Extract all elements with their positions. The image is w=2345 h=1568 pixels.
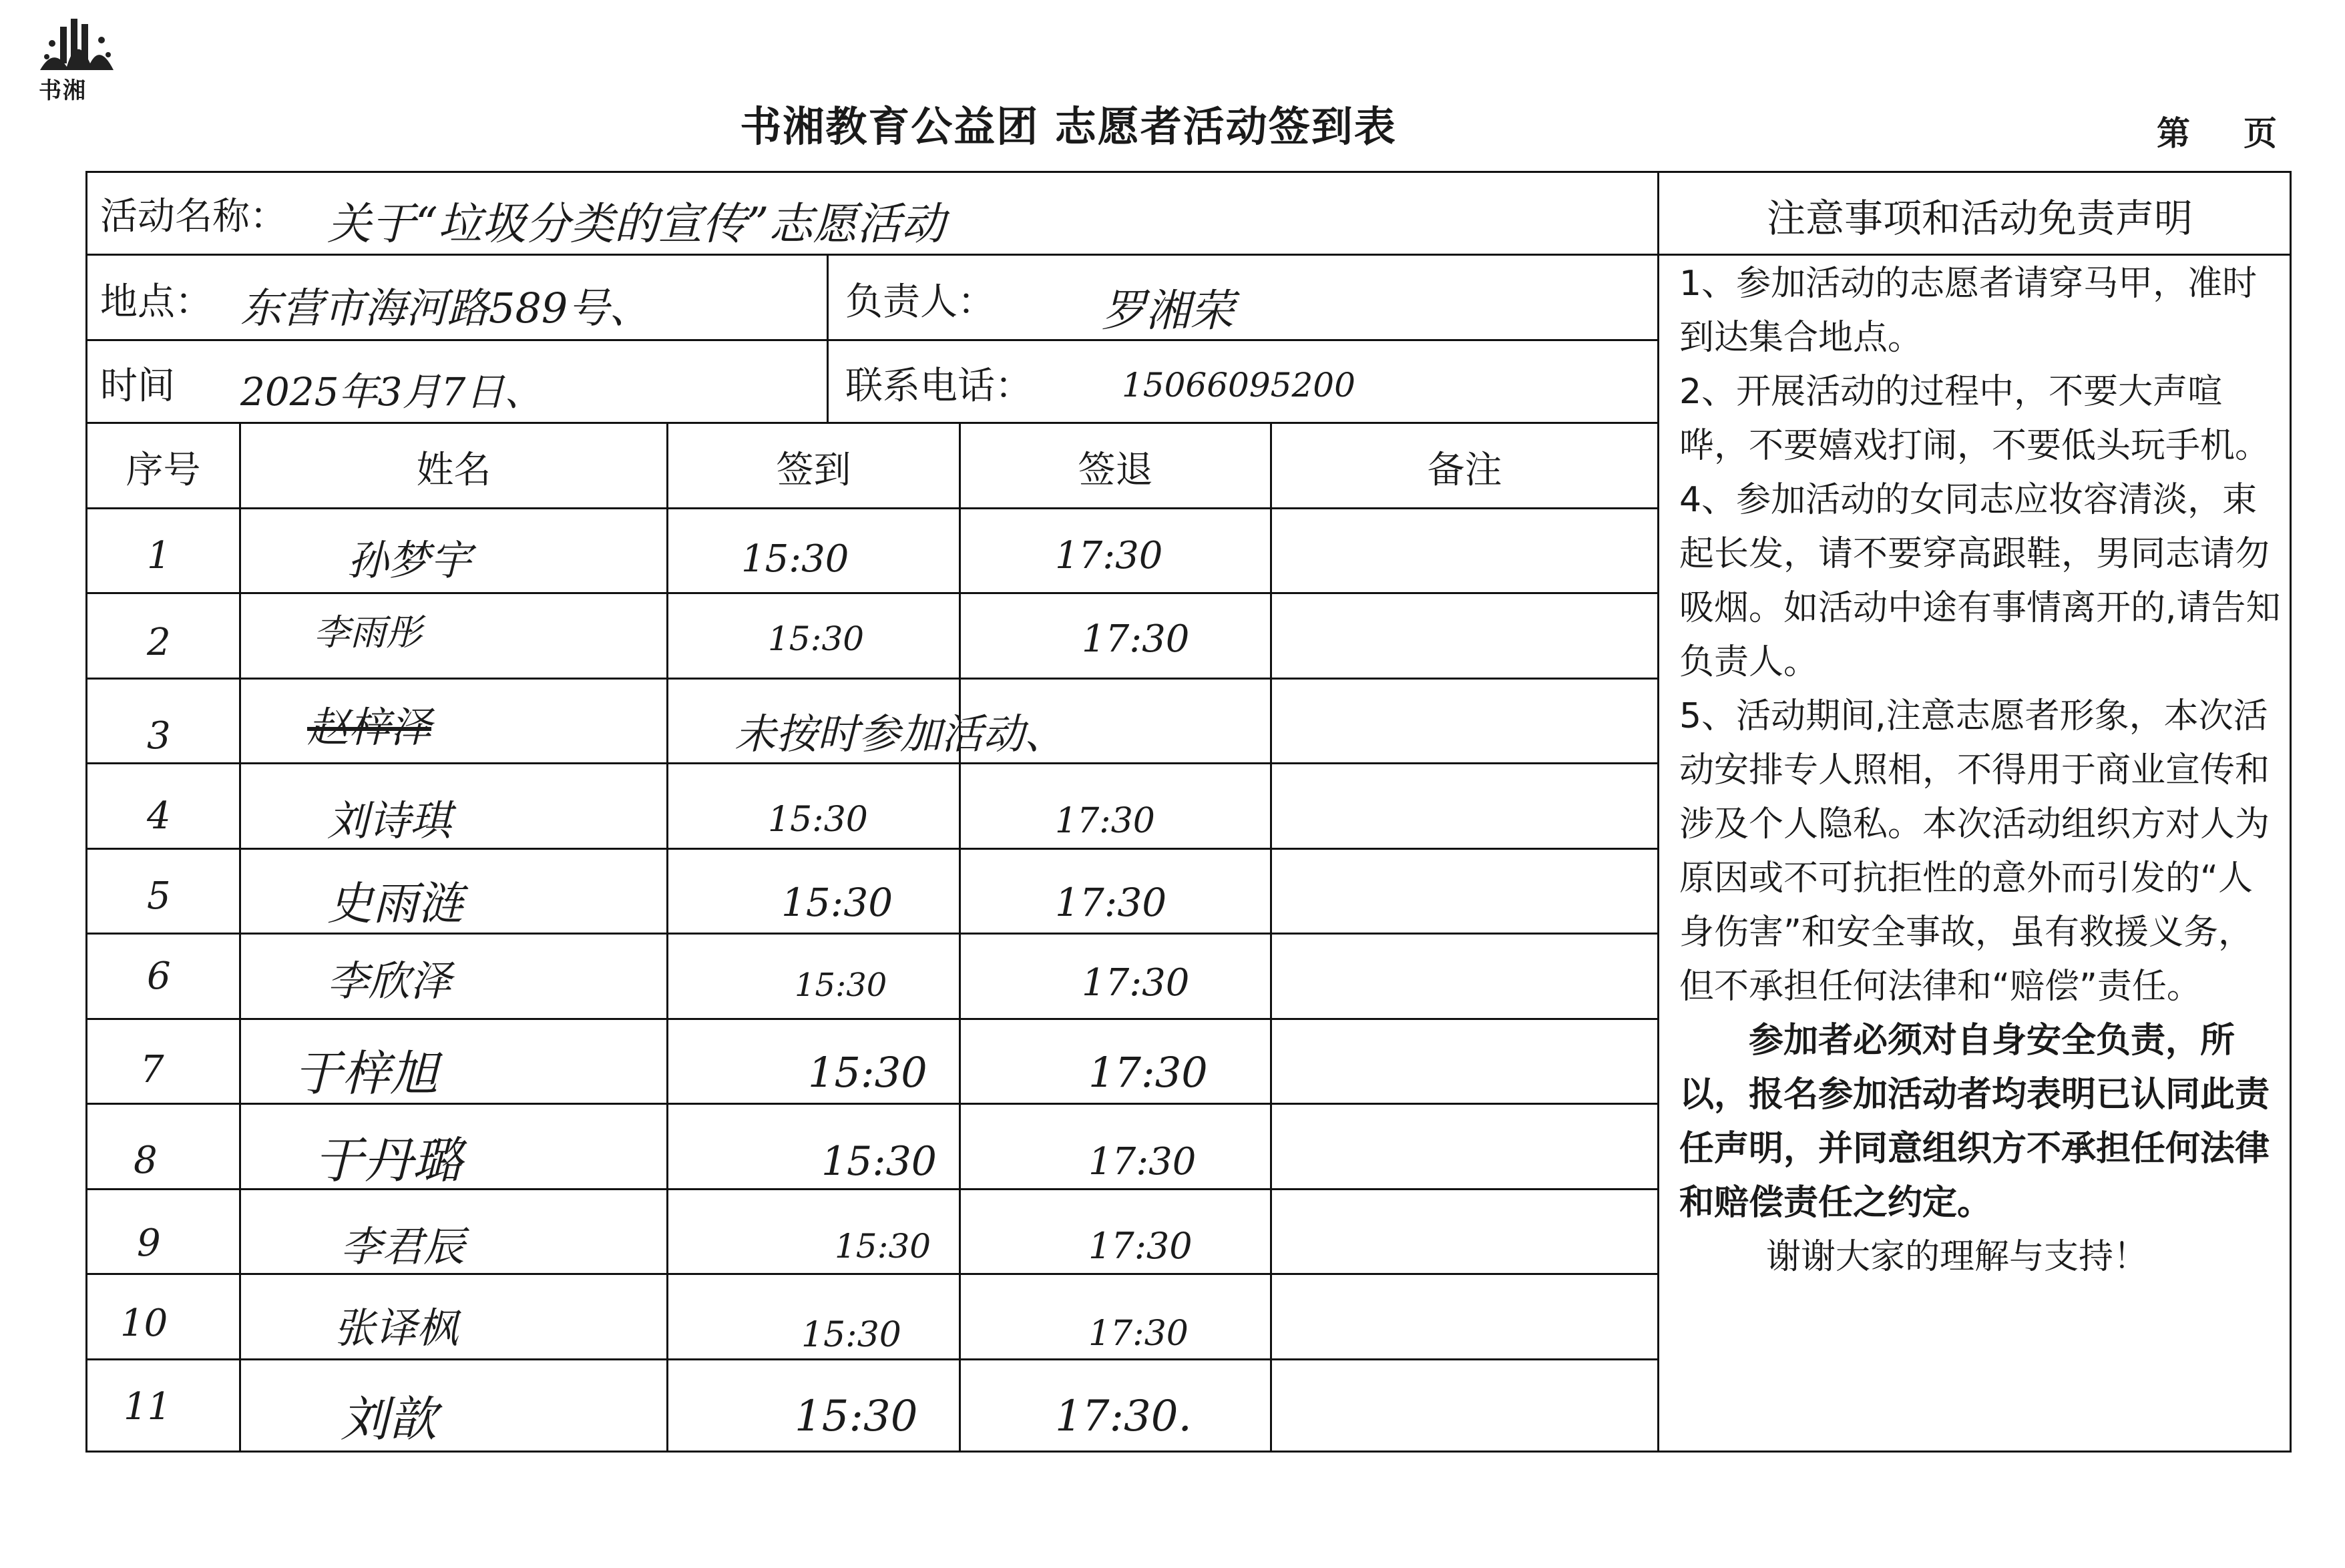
divider — [239, 422, 241, 1453]
divider — [85, 507, 1659, 509]
row-name: 刘歆 — [341, 1391, 437, 1447]
divider — [85, 254, 2292, 256]
divider — [85, 422, 1659, 424]
row-signout: 17:30 — [1088, 1048, 1208, 1097]
phone-value: 15066095200 — [1122, 366, 1355, 405]
row-signout: 17:30 — [1082, 617, 1190, 661]
row-number: 3 — [147, 714, 171, 758]
row-signin: 15:30 — [801, 1315, 901, 1355]
row-number: 1 — [147, 534, 171, 577]
row-signout: 17:30 — [1055, 880, 1167, 925]
location-value: 东营市海河路589号、 — [240, 284, 651, 332]
leader-value: 罗湘荣 — [1102, 285, 1234, 336]
row-name: 孙梦宇 — [347, 536, 472, 585]
time-label: 时间 — [100, 364, 175, 408]
row-name: 李欣泽 — [327, 957, 452, 1005]
row-name: 于丹璐 — [314, 1132, 462, 1190]
activity-name-value: 关于“垃圾分类的宣传”志愿活动 — [327, 198, 945, 250]
leader-label: 负责人： — [845, 280, 995, 324]
row-number: 10 — [120, 1302, 168, 1345]
notice-item: 4、参加活动的女同志应妆容清淡，束起长发，请不要穿高跟鞋，男同志请勿吸烟。如活动中途有事情离开的,请告知负责人。 — [1679, 480, 2281, 682]
page-title: 书湘教育公益团 志愿者活动签到表 — [740, 102, 1397, 151]
row-signin: 15:30 — [768, 619, 865, 658]
logo-text: 书湘 — [39, 77, 87, 104]
divider — [85, 762, 1659, 764]
row-name: 刘诗琪 — [327, 796, 452, 845]
row-number: 2 — [147, 621, 171, 664]
row-number: 9 — [137, 1222, 161, 1265]
thanks-text: 谢谢大家的理解与支持！ — [1766, 1237, 2149, 1277]
liability-statement: 参加者必须对自身安全负责，所以，报名参加活动者均表明已认同此责任声明，并同意组织方不承担任何法律和赔偿责任之约定。 — [1679, 1021, 2270, 1223]
notice-item: 2、开展活动的过程中，不要大声喧哗，不要嬉戏打闹，不要低头玩手机。 — [1679, 372, 2270, 466]
row-name: 李君辰 — [341, 1222, 465, 1271]
row-signin: 15:30 — [795, 1392, 918, 1441]
row-signin: 15:30 — [781, 880, 893, 925]
column-header-name: 姓名 — [416, 449, 491, 492]
phone-label: 联系电话： — [845, 364, 1032, 408]
time-value: 2025年3月7日、 — [240, 369, 544, 415]
row-signout: 17:30. — [1055, 1392, 1192, 1441]
row-signin: 15:30 — [741, 537, 849, 581]
column-header-signin: 签到 — [776, 449, 851, 492]
row-signin: 15:30 — [795, 967, 887, 1004]
divider — [85, 678, 1659, 680]
row-number: 11 — [124, 1385, 172, 1428]
divider — [85, 933, 1659, 935]
divider — [666, 422, 668, 1453]
row-remark: 未按时参加活动、 — [734, 710, 1066, 758]
row-signin: 15:30 — [768, 800, 868, 840]
divider — [85, 1018, 1659, 1020]
row-signin: 15:30 — [808, 1048, 927, 1097]
logo-mark-icon — [27, 7, 127, 80]
row-signin: 15:30 — [821, 1138, 937, 1185]
row-name: 史雨涟 — [327, 878, 464, 931]
row-name-struck: 赵梓泽 — [307, 703, 432, 752]
row-signout: 17:30 — [1055, 801, 1155, 841]
row-signout: 17:30 — [1088, 1225, 1193, 1267]
notice-body — [1679, 257, 2284, 1284]
activity-name-label: 活动名称： — [100, 195, 287, 238]
divider — [1270, 422, 1272, 1453]
notice-title: 注意事项和活动免责声明 — [1766, 196, 2193, 241]
row-signout: 17:30 — [1088, 1140, 1197, 1184]
notice-item: 1、参加活动的志愿者请穿马甲，准时到达集合地点。 — [1679, 264, 2258, 358]
divider — [959, 422, 961, 1453]
row-number: 6 — [147, 955, 171, 998]
column-header-remark: 备注 — [1427, 449, 1502, 492]
row-name: 李雨彤 — [314, 611, 422, 654]
divider — [85, 1273, 1659, 1275]
row-number: 4 — [147, 794, 171, 838]
divider — [827, 254, 829, 422]
row-signout: 17:30 — [1055, 534, 1163, 577]
row-number: 5 — [147, 874, 171, 918]
row-number: 7 — [140, 1048, 164, 1091]
divider — [85, 339, 1659, 341]
row-name: 张译枫 — [334, 1304, 459, 1352]
column-header-signout: 签退 — [1078, 449, 1153, 492]
page-label-di: 第 — [2157, 114, 2190, 153]
row-signout: 17:30 — [1088, 1314, 1189, 1354]
divider — [85, 592, 1659, 594]
row-signout: 17:30 — [1082, 961, 1190, 1005]
row-number: 8 — [134, 1139, 158, 1182]
divider — [85, 1358, 1659, 1360]
divider — [85, 848, 1659, 850]
location-label: 地点： — [100, 280, 212, 324]
column-header-no: 序号 — [126, 449, 201, 492]
notice-item: 5、活动期间,注意志愿者形象，本次活动安排专人照相，不得用于商业宣传和涉及个人隐私。本次活动组织方对人为原因或不可抗拒性的意外而引发的“人身伤害”和安全事故，虽有救援义务，但不承担任何法律和“赔偿”责任。 — [1679, 696, 2270, 1007]
divider — [1657, 171, 1659, 1453]
page-label-ye: 页 — [2244, 114, 2277, 153]
row-name: 于梓旭 — [294, 1045, 439, 1101]
row-signin: 15:30 — [835, 1227, 931, 1266]
page-number — [2157, 107, 2277, 155]
